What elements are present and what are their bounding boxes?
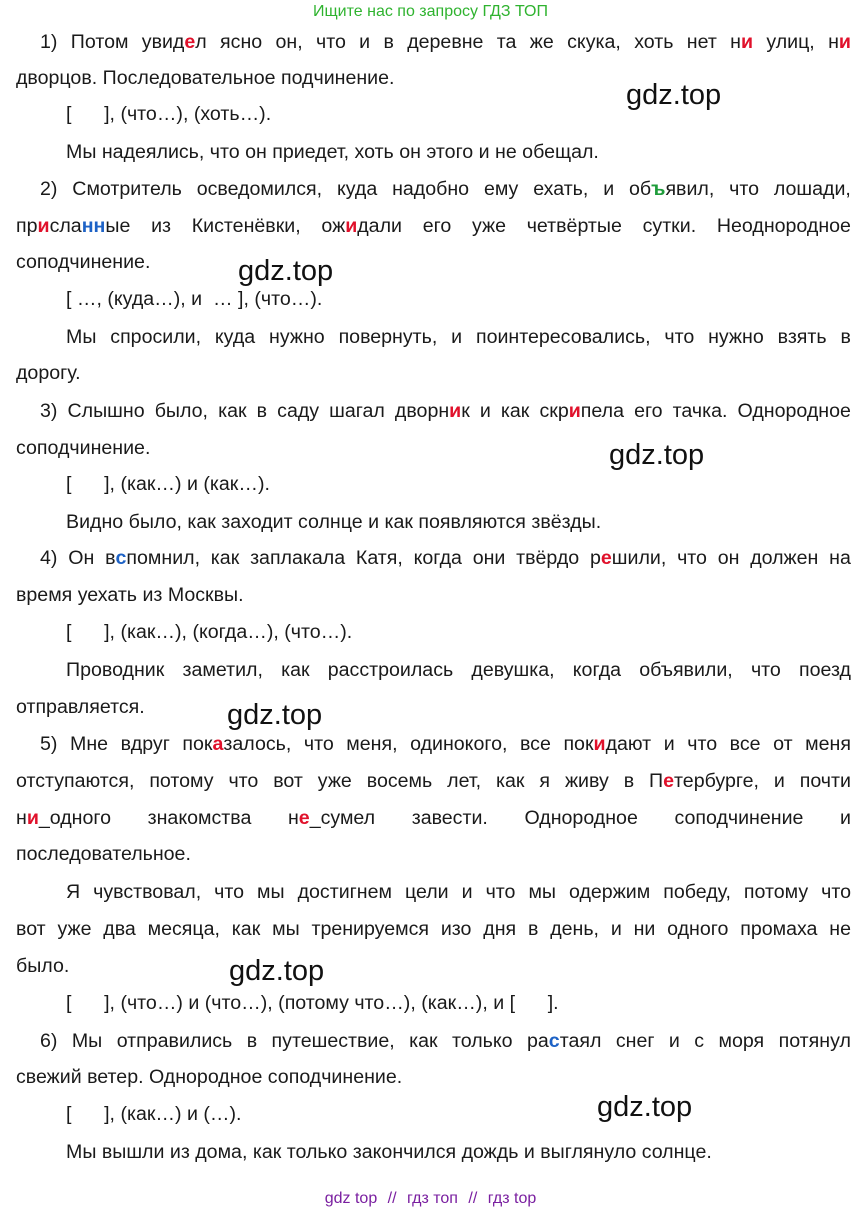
task-sentence: 1) Потом увидел ясно он, что и в деревне та же скука, хоть нет ни улиц, ни [40, 31, 851, 53]
footer-separator: // [387, 1190, 397, 1207]
scheme-line: [ ], (как…), (когда…), (что…). [66, 621, 353, 643]
example-sentence: Мы надеялись, что он приедет, хоть он этого и не обещал. [66, 141, 599, 163]
example-sentence: Проводник заметил, как расстроилась девушка, когда объявили, что поезд [66, 659, 851, 681]
scheme-line: [ ], (как…) и (как…). [66, 473, 270, 495]
task-sentence-cont: присланные из Кистенёвки, ожидали его уже четвёртые сутки. Неоднородное [16, 215, 851, 237]
example-sentence: Видно было, как заходит солнце и как появляются звёзды. [66, 511, 602, 533]
example-sentence: Мы спросили, куда нужно повернуть, и поинтересовались, что нужно взять в [66, 326, 851, 348]
task-sentence-cont: свежий ветер. Однородное соподчинение. [16, 1066, 403, 1088]
task-sentence-cont: отступаются, потому что вот уже восемь лет, как я живу в Петербурге, и почти [16, 770, 851, 792]
watermark: gdz.top [626, 79, 722, 111]
scheme-line: [ ], (как…) и (…). [66, 1103, 242, 1125]
footer-link[interactable]: gdz top [324, 1190, 378, 1207]
example-sentence: отправляется. [16, 696, 145, 718]
task-sentence-cont: время уехать из Москвы. [16, 584, 244, 606]
example-sentence: вот уже два месяца, как мы тренируемся изо дня в день, и ни одного промаха не [16, 918, 851, 940]
task-sentence-cont: соподчинение. [16, 437, 151, 459]
watermark: gdz.top [609, 439, 705, 471]
task-sentence: 3) Слышно было, как в саду шагал дворник и как скрипела его тачка. Однородное [40, 400, 851, 422]
example-sentence: Мы вышли из дома, как только закончился дождь и выглянуло солнце. [66, 1141, 712, 1163]
footer-link[interactable]: гдз топ [407, 1190, 458, 1207]
watermark: gdz.top [227, 699, 323, 731]
task-sentence: 4) Он вспомнил, как заплакала Катя, когда они твёрдо решили, что он должен на [40, 547, 851, 569]
task-sentence: 6) Мы отправились в путешествие, как только растаял снег и с моря потянул [40, 1030, 851, 1052]
example-sentence: Я чувствовал, что мы достигнем цели и что мы одержим победу, потому что [66, 881, 851, 903]
watermark: gdz.top [229, 955, 325, 987]
scheme-line: [ ], (что…) и (что…), (потому что…), (как…), и [ ]. [66, 992, 559, 1014]
watermark: gdz.top [597, 1091, 693, 1123]
scheme-line: [ ], (что…), (хоть…). [66, 103, 272, 125]
footer-separator: // [468, 1190, 478, 1207]
scheme-line: [ …, (куда…), и … ], (что…). [66, 288, 323, 310]
task-sentence-cont: ни_одного знакомства не_сумел завести. Однородное соподчинение и [16, 807, 851, 829]
task-sentence-cont: соподчинение. [16, 251, 151, 273]
footer-links [0, 1187, 861, 1211]
example-sentence: было. [16, 955, 70, 977]
task-sentence: 2) Смотритель осведомился, куда надобно ему ехать, и объявил, что лошади, [40, 178, 851, 200]
task-sentence-cont: последовательное. [16, 843, 191, 865]
task-sentence: 5) Мне вдруг показалось, что меня, одинокого, все покидают и что все от меня [40, 733, 851, 755]
search-banner[interactable]: Ищите нас по запросу ГДЗ ТОП [313, 3, 548, 20]
example-sentence: дорогу. [16, 362, 81, 384]
footer-link[interactable]: гдз top [487, 1190, 537, 1207]
task-sentence-cont: дворцов. Последовательное подчинение. [16, 67, 395, 89]
watermark: gdz.top [238, 255, 334, 287]
